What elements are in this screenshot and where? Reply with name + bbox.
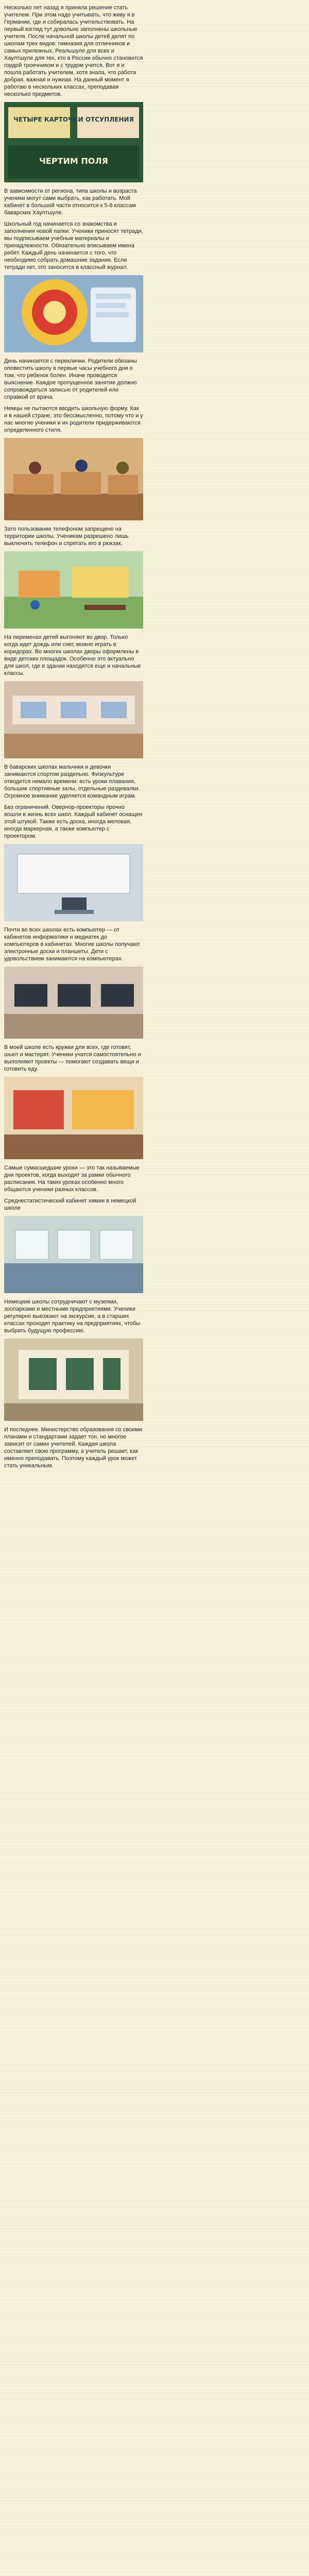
photo-gym xyxy=(4,681,143,758)
photo-projector xyxy=(4,844,143,921)
paragraph-9: Без ограничений. Овернор-проекторы прочно вошли в жизнь всех школ. Каждый кабинет оснащен этой штукой. Также есть доска, иногда меловая, иногда маркерная, а также компьютер с проектором. xyxy=(4,804,143,839)
paragraph-2: В зависимости от региона, типа школы и возраста ученики могут сами выбрать, как работать. Мой кабинет в большой части относится к 5-8 классам баварских Хауптшуле. xyxy=(4,188,137,216)
paragraph-5: Немцы не пытаются вводить школьную форму. Как и в нашей стране, это бессмысленно, потому что и у нас многие ученики и их родители придерживаются определенного стиля. xyxy=(4,405,143,433)
paragraph-1: Несколько лет назад я приняла решение стать учителем. При этом надо учитывать, что живу я в Германии, где и собиралась учительствовать. На первый взгляд тут довольно заполнены школьные учителя. После начальной школы детей делят по школам трех видов: гимназия для отличников и самых прилежных, Реальшуле для всех и Хауптшуле для тех, кто в России обычно становится гордой троечником и с трудом учится. Вот я и пошла работать учителем, хотя знала, что работа добрая, важная и нужная. На данный момент я работаю в нескольких классах, преподавая несколько предметов. xyxy=(4,5,143,97)
photo-classroom xyxy=(4,438,143,520)
photo-circle-board xyxy=(4,275,143,352)
article-column xyxy=(4,4,143,1473)
paragraph-11: В моей школе есть кружки для всех, где готовят, шьют и мастерят. Ученики учатся самостоятельно и выполняют проекты — помогают создавать вещи и готовить еду. xyxy=(4,1044,141,1072)
paragraph-12: Самые сумасшедшие уроки — это так называемые дни проектов, когда выходят за рамки обычного расписания. На таких уроках особенно много общаются ученики разных классов. xyxy=(4,1165,140,1193)
photo-craft-room xyxy=(4,1077,143,1159)
photo-computers xyxy=(4,967,143,1039)
paragraph-6: Зато пользование телефоном запрещено на территории школы. Ученикам разрешено лишь выключить телефон и спрятать его в рюкзак. xyxy=(4,526,129,547)
photo-caption-2: ЧЕРТИМ ПОЛЯ xyxy=(39,156,108,166)
paragraph-10: Почти во всех школах есть компьютер — от кабинетов информатики и медиатек до компьютеров в кабинетах. Многие школы получают электронные доски и планшеты. Дети с удовольствием занимаются на компьютерах. xyxy=(4,927,140,962)
paragraph-13: Среднестатистический кабинет химии в немецкой школе xyxy=(4,1198,136,1211)
photo-corridor xyxy=(4,1338,143,1421)
paragraph-7: На переменах детей выгоняют во двор. Только когда идет дождь или снег, можно играть в коридорах. Во многих школах дворы оформлены в виде детских площадок. Особенно это актуально для школ, где в здании находятся еще и начальные классы. xyxy=(4,634,141,676)
paragraph-15: И последнее. Министерство образования со своими планами и стандартами задает тон, но многое зависит от самих учителей. Каждая школа составляет свою программу, а учитель решает, как именно преподавать. Поэтому каждый урок может стать уникальным. xyxy=(4,1427,142,1469)
paragraph-8: В баварских школах мальчики и девочки занимаются спортом раздельно. Физкультуре отводится немало времени: есть уроки плавания, большие спортивные залы, отдельные раздевалки. Огромное внимание уделяется командным играм. xyxy=(4,764,140,799)
paragraph-4: День начинается с переклички. Родители обязаны оповестить школу в первые часы учебного дня о том, что ребенок болен. Иначе проводится выяснение. Каждое пропущенное занятие должно сопровождаться записью от родителей или справкой от врача. xyxy=(4,358,137,400)
paragraph-14: Немецкие школы сотрудничают с музеями, зоопарками и местными предприятиями. Ученики регулярно выезжают на экскурсии, а в старших классах проходят практику на предприятиях, чтобы выбрать будущую профессию. xyxy=(4,1299,141,1334)
photo-chemistry-lab xyxy=(4,1216,143,1293)
photo-cards xyxy=(4,102,143,182)
photo-caption-1: ЧЕТЫРЕ КАРТОЧКИ ОТСУПЛЕНИЯ xyxy=(13,116,134,123)
paragraph-3: Школьный год начинается со знакомства и заполнения новой папки. Ученики приносят тетради, мы подписываем учебные материалы и принадлежности. Обязательно вписываем имена ребят. Каждый день начинается с того, что необходимо собрать домашние задания. Если тетради нет, это заносится в классный журнал. xyxy=(4,221,143,270)
photo-schoolyard xyxy=(4,551,143,629)
